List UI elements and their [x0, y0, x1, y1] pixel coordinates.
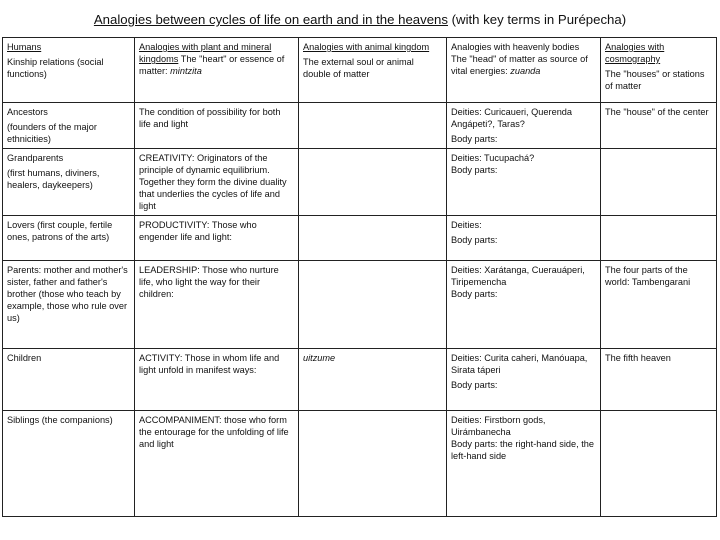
table-cell	[601, 411, 717, 517]
cell-text: Deities: Xarátanga, Cuerauáperi, Tiripemencha	[451, 265, 585, 287]
cell-text: Deities:	[451, 220, 482, 230]
cell-subtext: (founders of the major ethnicities)	[7, 122, 97, 144]
header-animal-sub: The external soul or animal double of matter	[303, 57, 414, 79]
header-plant-term: mintzita	[170, 66, 202, 76]
table-cell	[447, 261, 601, 349]
cell-subtext: (first humans, diviners, healers, daykeepers)	[7, 168, 100, 190]
table-cell	[299, 149, 447, 216]
header-cell-plant-mineral	[135, 38, 299, 103]
header-cell-cosmography	[601, 38, 717, 103]
cell-text: Deities: Firstborn gods, Uirámbanecha	[451, 415, 546, 437]
cell-subtext: Body parts:	[451, 235, 498, 245]
header-cell-humans	[3, 38, 135, 103]
table-cell	[447, 149, 601, 216]
table-cell	[299, 349, 447, 411]
cell-text: Siblings (the companions)	[7, 415, 113, 425]
cell-text: Lovers (first couple, fertile ones, patrons of the arts)	[7, 220, 113, 242]
header-cosmo-title: Analogies with cosmography	[605, 42, 665, 64]
header-plant-title: Analogies with plant and mineral kingdoms	[139, 42, 272, 64]
table-row	[3, 261, 717, 349]
table-cell	[447, 103, 601, 149]
cell-text: ACTIVITY: Those in whom life and light unfold in manifest ways:	[139, 353, 280, 375]
table-cell	[447, 349, 601, 411]
table-cell	[601, 149, 717, 216]
header-cosmo-sub: The "houses" or stations of matter	[605, 69, 705, 91]
table-row	[3, 349, 717, 411]
table-cell	[3, 411, 135, 517]
table-cell	[135, 216, 299, 261]
table-cell	[447, 411, 601, 517]
cell-text: The condition of possibility for both life and light	[139, 107, 281, 129]
table-cell	[299, 103, 447, 149]
cell-text: ACCOMPANIMENT: those who form the entourage for the unfolding of life and light	[139, 415, 289, 449]
table-cell	[601, 261, 717, 349]
cell-text: CREATIVITY: Originators of the principle of dynamic equilibrium. Together they form the divine duality that underlies the cycles of life and light	[139, 153, 287, 211]
table-cell	[3, 216, 135, 261]
title-main: Analogies between cycles of life on earth and in the heavens	[93, 12, 448, 27]
cell-text: The fifth heaven	[605, 353, 671, 363]
header-row	[3, 38, 717, 103]
cell-text: Deities: Curita caheri, Manóuapa, Sirata táperi	[451, 353, 588, 375]
cell-subtext: Body parts: the right-hand side, the left-hand side	[451, 439, 595, 461]
title-note: (with key terms in Purépecha)	[448, 12, 627, 27]
table-cell	[447, 216, 601, 261]
table-cell	[3, 261, 135, 349]
cell-text: Deities: Tucupachá?	[451, 153, 535, 163]
cell-text: uitzume	[303, 353, 336, 363]
cell-text: Children	[7, 353, 42, 363]
table-cell	[135, 261, 299, 349]
table-cell	[299, 261, 447, 349]
cell-text: Grandparents	[7, 153, 64, 163]
table-row	[3, 103, 717, 149]
table-cell	[601, 103, 717, 149]
cell-subtext: Body parts:	[451, 165, 498, 175]
header-heavenly-text: Analogies with heavenly bodies The "head" of matter as source of vital energies:	[451, 42, 588, 76]
table-cell	[299, 216, 447, 261]
cell-text: The four parts of the world: Tambengarani	[605, 265, 691, 287]
table-cell	[135, 349, 299, 411]
cell-text: LEADERSHIP: Those who nurture life, who light the way for their children:	[139, 265, 279, 299]
header-heavenly-term: zuanda	[510, 66, 541, 76]
table-cell	[3, 103, 135, 149]
table-cell	[135, 103, 299, 149]
cell-subtext: Body parts:	[451, 380, 498, 390]
table-row	[3, 216, 717, 261]
table-cell	[601, 216, 717, 261]
table-cell	[299, 411, 447, 517]
table-cell	[3, 149, 135, 216]
header-humans-title: Humans	[7, 42, 42, 52]
cell-text: Ancestors	[7, 107, 48, 117]
analogies-table	[2, 37, 717, 517]
header-humans-sub: Kinship relations (social functions)	[7, 57, 104, 79]
table-row	[3, 411, 717, 517]
header-cell-heavenly-bodies	[447, 38, 601, 103]
table-cell	[3, 349, 135, 411]
cell-text: Parents: mother and mother's sister, father and father's brother (those who teach by example, those who rule over us)	[7, 265, 128, 323]
cell-subtext: Body parts:	[451, 134, 498, 144]
table-row	[3, 149, 717, 216]
cell-subtext: Body parts:	[451, 289, 498, 299]
cell-text: PRODUCTIVITY: Those who engender life and light:	[139, 220, 257, 242]
header-cell-animal	[299, 38, 447, 103]
header-animal-title: Analogies with animal kingdom	[303, 42, 430, 52]
table-cell	[135, 149, 299, 216]
table-cell	[135, 411, 299, 517]
table-cell	[601, 349, 717, 411]
document-title	[0, 12, 720, 28]
header-plant-rest: The "heart" or essence of matter:	[139, 54, 285, 76]
cell-text: Deities: Curicaueri, Querenda Angápeti?, Taras?	[451, 107, 573, 129]
cell-text: The "house" of the center	[605, 107, 709, 117]
